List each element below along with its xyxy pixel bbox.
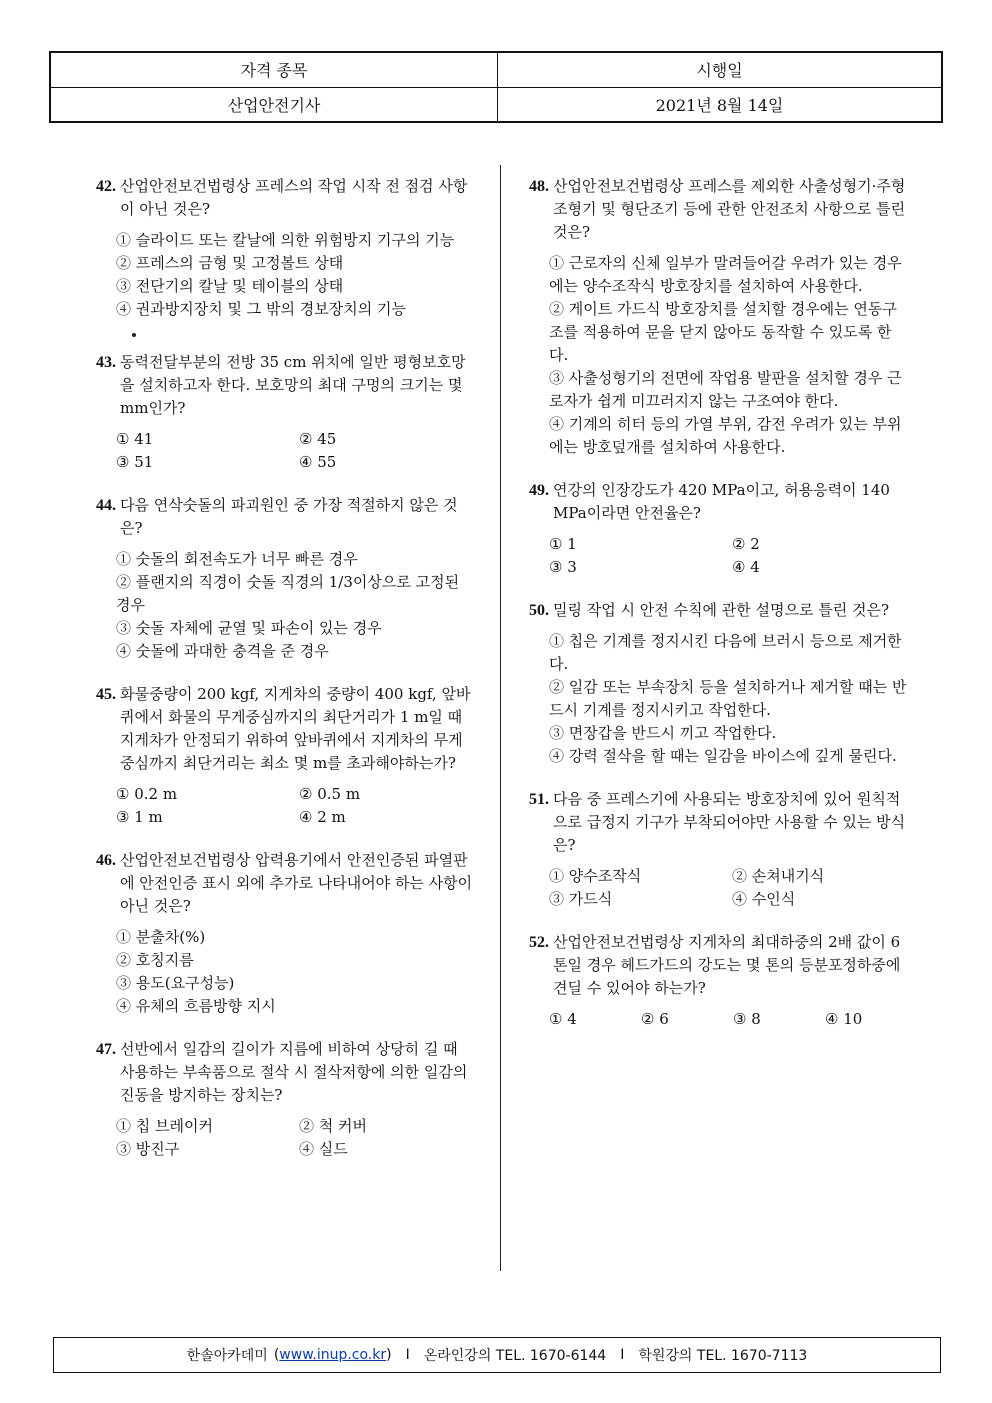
question-text: 산업안전보건법령상 프레스를 제외한 사출성형기·주형조형기 및 형단조기 등에 관한 안전조치 사항으로 틀린 것은? (553, 177, 906, 241)
answer-option: ② 0.5 m (299, 785, 361, 803)
answer-options (96, 229, 476, 321)
exam-header-table (49, 51, 943, 123)
answer-option: ① 칩은 기계를 정지시킨 다음에 브러시 등으로 제거한다. (549, 632, 902, 673)
answer-option: ② 일감 또는 부속장치 등을 설치하거나 제거할 때는 반드시 기계를 정지시키고 작업한다. (549, 678, 907, 719)
footer-offline-phone: 학원강의 TEL. 1670-7113 (638, 1348, 808, 1364)
answer-option: ③ 8 (733, 1010, 761, 1028)
answer-options (96, 926, 476, 1018)
answer-option: ③ 가드식 (549, 890, 613, 908)
question-number: 44. (96, 497, 116, 514)
answer-options (529, 252, 909, 459)
question-49 (529, 479, 909, 579)
answer-options (96, 1115, 476, 1161)
question-48 (529, 175, 909, 459)
header-date-label: 시행일 (498, 52, 943, 87)
question-51 (529, 788, 909, 911)
question-text: 화물중량이 200 kgf, 지게차의 중량이 400 kgf, 앞바퀴에서 화물의 무게중심까지의 최단거리가 1 m일 때 지게차가 안정되기 위하여 앞바퀴에서 지게차의 무게중심까지 최단거리는 최소 몇 m를 초과해야하는가? (120, 685, 471, 772)
question-text: 산업안전보건법령상 압력용기에서 안전인증된 파열판에 안전인증 표시 외에 추가로 나타내어야 하는 사항이 아닌 것은? (120, 851, 473, 915)
answer-option: ① 근로자의 신체 일부가 말려들어갈 우려가 있는 경우에는 양수조작식 방호장치를 설치하여 사용한다. (549, 254, 902, 295)
question-text: 다음 연삭숫돌의 파괴원인 중 가장 적절하지 않은 것은? (120, 496, 458, 537)
answer-option: ④ 수인식 (732, 890, 796, 908)
answer-option: ① 숫돌의 회전속도가 너무 빠른 경우 (116, 550, 358, 568)
answer-option: ① 슬라이드 또는 칼날에 의한 위험방지 기구의 기능 (116, 231, 455, 249)
stray-mark (132, 333, 136, 337)
answer-option: ③ 면장갑을 반드시 끼고 작업한다. (549, 724, 777, 742)
answer-options (529, 1008, 909, 1031)
answer-options (96, 428, 476, 474)
answer-option: ③ 3 (549, 558, 577, 576)
question-number: 52. (529, 934, 549, 951)
question-number: 45. (96, 686, 116, 703)
answer-option: ③ 방진구 (116, 1140, 180, 1158)
header-date-value: 2021년 8월 14일 (498, 87, 943, 122)
footer-online-phone: 온라인강의 TEL. 1670-6144 (423, 1348, 607, 1364)
answer-option: ① 분출차(%) (116, 928, 206, 946)
answer-option: ④ 실드 (299, 1140, 348, 1158)
question-text: 선반에서 일감의 길이가 지름에 비하여 상당히 길 때 사용하는 부속품으로 절삭 시 절삭저항에 의한 일감의 진동을 방지하는 장치는? (120, 1040, 468, 1104)
answer-option: ④ 2 m (299, 808, 346, 826)
question-52 (529, 931, 909, 1031)
question-text: 밀링 작업 시 안전 수칙에 관한 설명으로 틀린 것은? (553, 601, 889, 619)
answer-option: ① 칩 브레이커 (116, 1117, 213, 1135)
left-question-column (96, 175, 476, 1181)
answer-option: ③ 51 (116, 453, 154, 471)
footer-separator: I (620, 1347, 625, 1363)
question-45 (96, 683, 476, 829)
answer-options (529, 630, 909, 768)
answer-option: ① 1 (549, 535, 577, 553)
question-text: 다음 중 프레스기에 사용되는 방호장치에 있어 원칙적으로 급정지 기구가 부착되어야만 사용할 수 있는 방식은? (553, 790, 906, 854)
question-44 (96, 494, 476, 663)
answer-option: ③ 숫돌 자체에 균열 및 파손이 있는 경우 (116, 619, 382, 637)
answer-options (96, 783, 476, 829)
footer-academy: 한솔아카데미 (186, 1348, 268, 1364)
question-text: 산업안전보건법령상 프레스의 작업 시작 전 점검 사항이 아닌 것은? (120, 177, 468, 218)
question-number: 46. (96, 852, 116, 869)
answer-option: ④ 권과방지장치 및 그 밖의 경보장치의 기능 (116, 300, 406, 318)
answer-option: ② 척 커버 (299, 1117, 368, 1135)
answer-option: ② 손쳐내기식 (732, 867, 825, 885)
answer-option: ③ 용도(요구성능) (116, 974, 235, 992)
question-46 (96, 849, 476, 1018)
answer-option: ③ 사출성형기의 전면에 작업용 발판을 설치할 경우 근로자가 쉽게 미끄러지지 않는 구조여야 한다. (549, 369, 902, 410)
answer-option: ② 호칭지름 (116, 951, 194, 969)
answer-option: ④ 기계의 히터 등의 가열 부위, 감전 우려가 있는 부위에는 방호덮개를 설치하여 사용한다. (549, 415, 902, 456)
question-47 (96, 1038, 476, 1161)
answer-option: ③ 전단기의 칼날 및 테이블의 상태 (116, 277, 344, 295)
header-subject-label: 자격 종목 (50, 52, 498, 87)
question-number: 48. (529, 178, 549, 195)
answer-option: ② 45 (299, 430, 337, 448)
answer-option: ④ 55 (299, 453, 337, 471)
question-number: 47. (96, 1041, 116, 1058)
answer-option: ④ 숫돌에 과대한 충격을 준 경우 (116, 642, 329, 660)
answer-option: ④ 4 (732, 558, 760, 576)
answer-option: ① 양수조작식 (549, 867, 642, 885)
answer-option: ② 게이트 가드식 방호장치를 설치할 경우에는 연동구조를 적용하여 문을 닫지 않아도 동작할 수 있도록 한다. (549, 300, 897, 364)
answer-option: ④ 10 (825, 1010, 863, 1028)
question-text: 연강의 인장강도가 420 MPa이고, 허용응력이 140 MPa이라면 안전율은? (553, 481, 890, 522)
page-footer: 한솔아카데미 (www.inup.co.kr) I 온라인강의 TEL. 1670-6144 I 학원강의 TEL. 1670-7113 (53, 1337, 941, 1373)
question-43 (96, 351, 476, 474)
header-subject-value: 산업안전기사 (50, 87, 498, 122)
question-50 (529, 599, 909, 768)
right-question-column (529, 175, 909, 1051)
answer-option: ① 0.2 m (116, 785, 178, 803)
column-divider (500, 165, 501, 1271)
answer-option: ② 2 (732, 535, 760, 553)
answer-option: ② 플랜지의 직경이 숫돌 직경의 1/3이상으로 고정된 경우 (116, 573, 460, 614)
answer-option: ③ 1 m (116, 808, 163, 826)
question-number: 43. (96, 354, 116, 371)
question-number: 49. (529, 482, 549, 499)
answer-options (529, 533, 909, 579)
answer-option: ④ 강력 절삭을 할 때는 일감을 바이스에 깊게 물린다. (549, 747, 897, 765)
answer-option: ④ 유체의 흐름방향 지시 (116, 997, 276, 1015)
question-text: 산업안전보건법령상 지게차의 최대하중의 2배 값이 6톤일 경우 헤드가드의 강도는 몇 톤의 등분포정하중에 견딜 수 있어야 하는가? (553, 933, 901, 997)
question-number: 51. (529, 791, 549, 808)
answer-options (96, 548, 476, 663)
question-number: 50. (529, 602, 549, 619)
answer-option: ① 41 (116, 430, 154, 448)
question-number: 42. (96, 178, 116, 195)
answer-option: ① 4 (549, 1010, 577, 1028)
footer-separator: I (405, 1347, 410, 1363)
answer-options (529, 865, 909, 911)
question-42 (96, 175, 476, 321)
answer-option: ② 6 (641, 1010, 669, 1028)
answer-option: ② 프레스의 금형 및 고정볼트 상태 (116, 254, 344, 272)
footer-url-link[interactable]: www.inup.co.kr (279, 1347, 387, 1363)
question-text: 동력전달부분의 전방 35 cm 위치에 일반 평형보호망을 설치하고자 한다. 보호망의 최대 구멍의 크기는 몇 mm인가? (120, 353, 466, 417)
